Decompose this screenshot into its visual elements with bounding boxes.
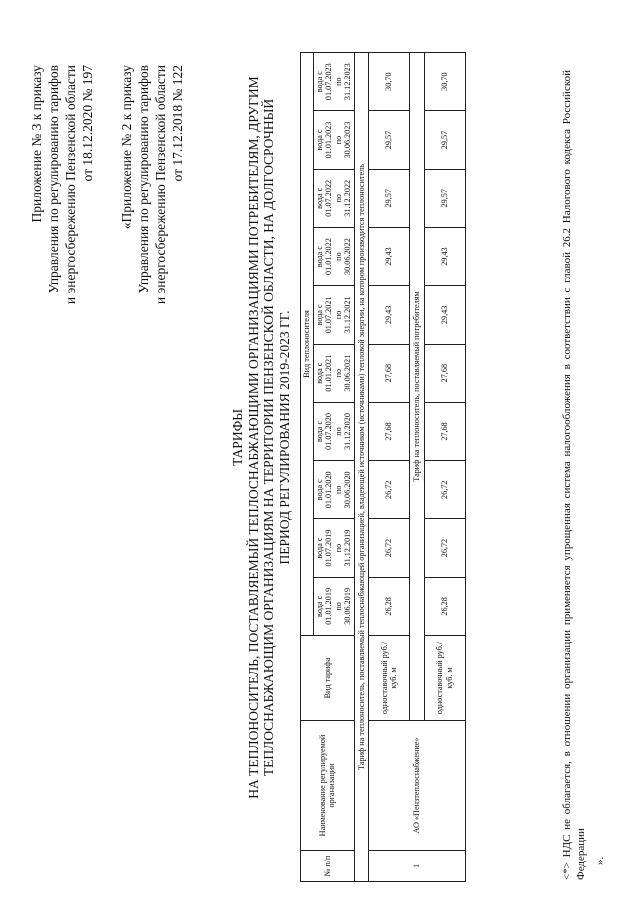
period-text: 01.01.2022 bbox=[324, 238, 333, 275]
period-text: вода с bbox=[314, 71, 324, 93]
period-text: 31.12.2020 bbox=[343, 413, 352, 450]
period-header bbox=[313, 111, 354, 169]
period-text: по bbox=[333, 485, 343, 494]
period-text: 01.01.2019 bbox=[324, 587, 333, 625]
period-text: вода с bbox=[314, 246, 324, 268]
period-text: 31.12.2023 bbox=[343, 63, 352, 101]
period-text: по bbox=[333, 194, 343, 203]
period-header bbox=[313, 577, 354, 635]
tariff-value-cell: 26,28 bbox=[424, 577, 465, 635]
period-text: вода с bbox=[314, 129, 324, 151]
tariff-value-cell: 29,57 bbox=[369, 111, 410, 169]
period-text: вода с bbox=[314, 479, 324, 501]
appendix-line: и энергосбережению Пензенской области bbox=[63, 65, 78, 305]
tariff-value-cell: 26,72 bbox=[424, 461, 465, 519]
tariff-value-cell: 29,43 bbox=[424, 227, 465, 285]
period-text: вода с bbox=[314, 187, 324, 209]
period-text: 30.06.2020 bbox=[343, 471, 352, 509]
closing-quote: ». bbox=[594, 856, 606, 865]
tariff-value-cell: 29,57 bbox=[424, 169, 465, 227]
period-text: 31.12.2021 bbox=[343, 296, 352, 334]
tariff-value-cell: 29,43 bbox=[424, 286, 465, 344]
header-tariff-type: Вид тарифа bbox=[301, 636, 355, 721]
period-text: 30.06.2021 bbox=[343, 354, 352, 392]
tariff-unit: одноставочный руб./куб. м bbox=[369, 636, 410, 721]
tariff-value-cell: 26,72 bbox=[424, 519, 465, 577]
period-text: 30.06.2019 bbox=[343, 587, 352, 625]
period-text: 01.07.2021 bbox=[324, 296, 333, 334]
period-text: вода с bbox=[314, 304, 324, 326]
period-text: 01.01.2023 bbox=[324, 121, 333, 159]
appendix-line: «Приложение № 2 к приказу bbox=[119, 65, 134, 230]
appendix-line: и энергосбережению Пензенской области bbox=[153, 65, 168, 305]
period-text: 01.07.2023 bbox=[324, 63, 333, 101]
tariff-value-cell: 26,72 bbox=[369, 461, 410, 519]
appendix-line: от 18.12.2020 № 197 bbox=[80, 65, 95, 182]
heading-line: ТЕПЛОСНАБЖАЮЩИМ ОРГАНИЗАЦИЯМ НА ТЕРРИТОРИИ ПЕНЗЕНСКОЙ ОБЛАСТИ, НА ДОЛГОСРОЧНЫЙ bbox=[261, 98, 276, 777]
appendix-line: Управления по регулированию тарифов bbox=[136, 65, 151, 294]
period-text: по bbox=[333, 310, 343, 320]
period-text: по bbox=[333, 427, 343, 436]
period-text: 31.12.2022 bbox=[343, 179, 352, 217]
table-row bbox=[369, 53, 410, 882]
period-text: вода с bbox=[314, 595, 324, 617]
section-row bbox=[354, 53, 369, 882]
period-text: вода с bbox=[314, 420, 324, 443]
tariff-unit: одноставочный руб./куб. м bbox=[424, 636, 465, 721]
period-text: вода с bbox=[314, 537, 324, 559]
header-organization: Наименование регулируемой организации bbox=[301, 721, 355, 851]
period-text: 01.07.2019 bbox=[324, 529, 333, 567]
tariff-value-cell: 27,68 bbox=[424, 344, 465, 402]
tariff-value-cell: 30,70 bbox=[424, 53, 465, 111]
period-text: по bbox=[333, 543, 343, 553]
period-text: 01.01.2021 bbox=[324, 354, 333, 392]
period-text: по bbox=[333, 368, 343, 378]
period-header bbox=[313, 53, 354, 111]
tariff-value-cell: 29,57 bbox=[369, 169, 410, 227]
tariff-value-cell: 26,28 bbox=[369, 577, 410, 635]
organization-name: АО «Пензтеплоснабжение» bbox=[369, 721, 466, 851]
period-text: 01.01.2020 bbox=[324, 471, 333, 509]
header-row bbox=[301, 53, 314, 882]
tariff-value-cell: 29,43 bbox=[369, 227, 410, 285]
heading-line: НА ТЕПЛОНОСИТЕЛЬ, ПОСТАВЛЯЕМЫЙ ТЕПЛОСНАБЖАЮЩИМИ ОРГАНИЗАЦИЯМИ ПОТРЕБИТЕЛЯМ, ДРУГИМ bbox=[245, 76, 261, 799]
tariff-value-cell: 27,68 bbox=[369, 344, 410, 402]
tariff-value-cell: 29,57 bbox=[424, 111, 465, 169]
footnote: <*> НДС не облагается, в отношении организации применяется упрощенная система налогообложения в соответствии с главой 26.2 Налогового кодекса Российской Федерации bbox=[561, 70, 587, 880]
period-text: по bbox=[333, 252, 343, 261]
tariff-table bbox=[300, 52, 466, 882]
tariff-value-cell: 29,43 bbox=[369, 286, 410, 344]
period-header bbox=[313, 461, 354, 519]
period-text: по bbox=[333, 602, 343, 611]
period-text: 01.07.2022 bbox=[324, 179, 333, 217]
section-source-tariff: Тариф на теплоноситель, поставляемый теплоснабжающей организацией, владеющей источником (источниками) тепловой энергии, на котором производится теплоноситель bbox=[354, 53, 369, 882]
appendix-line: Управления по регулированию тарифов bbox=[46, 65, 61, 294]
previous-appendix-reference bbox=[118, 65, 186, 304]
tariff-value-cell: 26,72 bbox=[369, 519, 410, 577]
heading-title: ТАРИФЫ bbox=[230, 408, 245, 467]
appendix-line: от 17.12.2018 № 122 bbox=[170, 65, 185, 182]
period-header bbox=[313, 402, 354, 460]
period-text: 30.06.2022 bbox=[343, 238, 352, 275]
period-text: 31.12.2019 bbox=[343, 529, 352, 567]
period-text: вода с bbox=[314, 362, 324, 384]
tariff-value-cell: 27,68 bbox=[369, 402, 410, 460]
document-heading bbox=[230, 20, 292, 855]
header-carrier-type: Вид теплоносителя bbox=[301, 53, 314, 636]
period-text: по bbox=[333, 135, 343, 145]
period-header bbox=[313, 519, 354, 577]
header-num: № п/п bbox=[301, 851, 355, 882]
section-consumer-tariff: Тариф на теплоноситель, поставляемый потребителям bbox=[410, 53, 425, 721]
appendix-line: Приложение № 3 к приказу bbox=[29, 65, 44, 223]
heading-line: ПЕРИОД РЕГУЛИРОВАНИЯ 2019-2023 ГГ. bbox=[276, 310, 292, 565]
row-number: 1 bbox=[369, 851, 466, 882]
period-text: 01.07.2020 bbox=[324, 413, 333, 450]
period-header bbox=[313, 169, 354, 227]
tariff-value-cell: 27,68 bbox=[424, 402, 465, 460]
period-header bbox=[313, 227, 354, 285]
appendix-reference bbox=[28, 65, 96, 304]
period-header bbox=[313, 344, 354, 402]
period-header bbox=[313, 286, 354, 344]
period-text: 30.06.2023 bbox=[343, 121, 352, 159]
tariff-value-cell: 30,70 bbox=[369, 53, 410, 111]
period-text: по bbox=[333, 77, 343, 86]
